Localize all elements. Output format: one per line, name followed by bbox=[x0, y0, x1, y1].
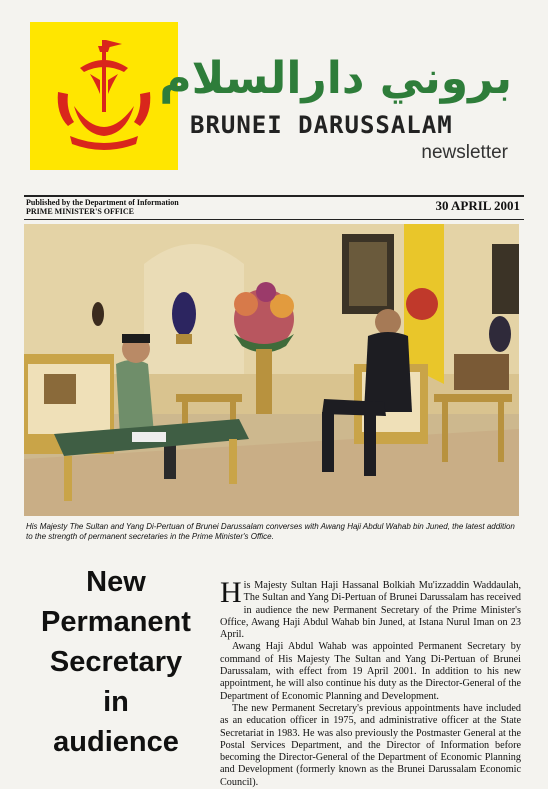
issue-date: 30 APRIL 2001 bbox=[435, 198, 520, 213]
emblem-box bbox=[30, 22, 178, 170]
arabic-title: بروني دارالسلام bbox=[159, 53, 512, 104]
article-body bbox=[220, 576, 521, 789]
brunei-crest-icon bbox=[30, 22, 178, 170]
newsletter-label: newsletter bbox=[421, 142, 508, 163]
publisher-line2: PRIME MINISTER'S OFFICE bbox=[26, 207, 135, 216]
article-paragraph bbox=[220, 576, 521, 641]
headline-line: Permanent bbox=[41, 606, 191, 638]
headline-line: Secretary bbox=[49, 646, 183, 678]
top-rule bbox=[24, 195, 524, 197]
article-paragraph: Awang Haji Abdul Wahab was appointed Permanent Secretary by command of His Majesty The Sultan and Yang Di-Pertuan of Brunei Darussalam, with effect from 19 April 2001. In addition to his new appointment, he will also continue his duty as the Director-General of the Department of Economic Planning and Development. bbox=[220, 641, 521, 702]
latin-title: BRUNEI DARUSSALAM bbox=[190, 111, 453, 139]
drop-cap: H bbox=[220, 576, 242, 609]
article-paragraph: The new Permanent Secretary's previous appointments have included as an education officer in 1975, and administrative officer at the State Secretariat in 1983. He was also previously the Postmaster General at the Postal Services Department, and the Director of Information before becoming the Director-General of the Department of Economic Planning and Development (formerly known as the Brunei Darussalam Economic Council). bbox=[220, 702, 521, 788]
audience-photo bbox=[24, 224, 519, 516]
headline-line: audience bbox=[53, 726, 179, 758]
paragraph-text: is Majesty Sultan Haji Hassanal Bolkiah Mu'izzaddin Waddaulah, The Sultan and Yang Di-Pertuan of Brunei Darussalam has received in audience the new Permanent Secretary of the Prime Minister's Office, Awang Haji Abdul Wahab bin Juned, at Istana Nurul Iman on 23 April. bbox=[220, 580, 521, 641]
headline-line: in bbox=[103, 686, 129, 718]
publisher-line1: Published by the Department of Information bbox=[26, 198, 179, 207]
bottom-rule bbox=[24, 219, 524, 220]
photo-caption: His Majesty The Sultan and Yang Di-Pertuan of Brunei Darussalam converses with Awang Haji Abdul Wahab bin Juned, the latest addition to the strength of permanent secretaries in the Prime Minister's Office. bbox=[26, 522, 515, 541]
publisher-credit bbox=[26, 198, 179, 216]
headline-line: New bbox=[86, 566, 146, 598]
article-headline bbox=[22, 562, 210, 762]
